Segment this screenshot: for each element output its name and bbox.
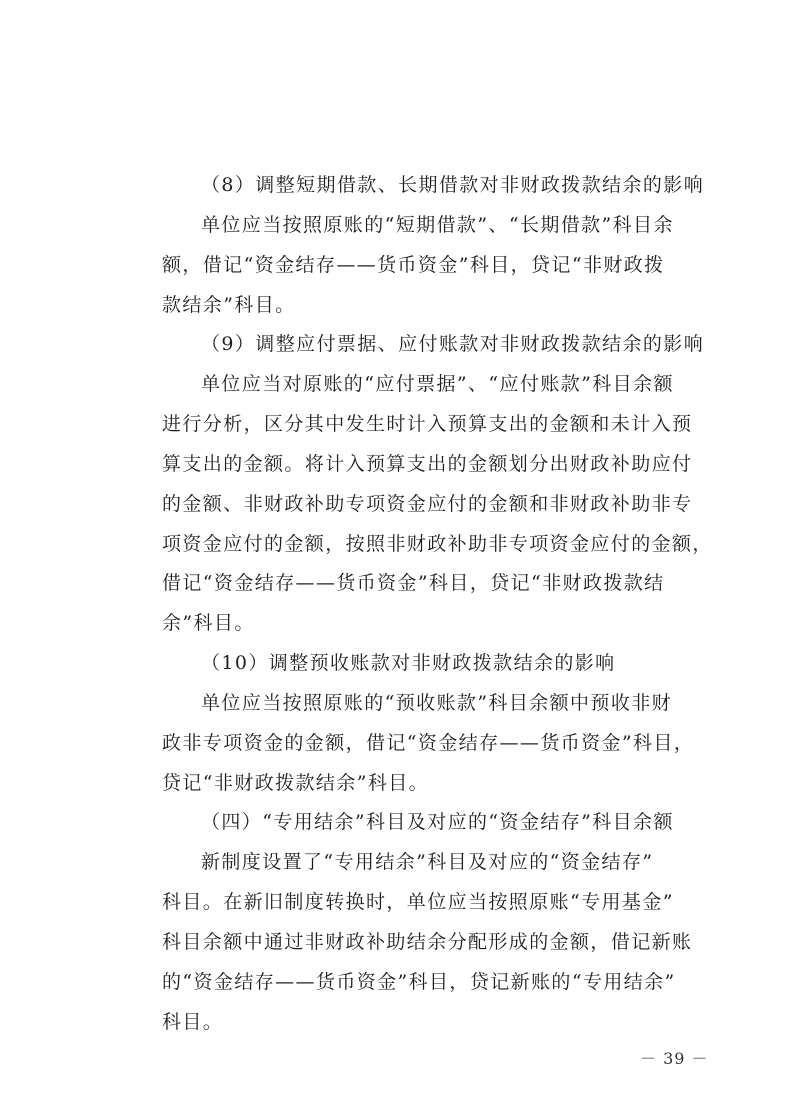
paragraph-line: 进行分析，区分其中发生时计入预算支出的金额和未计入预 [162, 413, 693, 435]
paragraph-line: 单位应当按照原账的“短期借款”、“长期借款”科目余 [201, 214, 674, 236]
paragraph-line: 单位应当按照原账的“预收账款”科目余额中预收非财 [201, 692, 673, 714]
paragraph-line: 科目。 [162, 1011, 224, 1033]
paragraph-line: 贷记“非财政拨款结余”科目。 [162, 772, 430, 794]
paragraph-line: 科目余额中通过非财政补助结余分配形成的金额，借记新账 [162, 931, 693, 953]
heading-item-8: （8）调整短期借款、长期借款对非财政拨款结余的影响 [201, 174, 705, 196]
paragraph-line: 项资金应付的金额，按照非财政补助非专项资金应付的金额， [162, 533, 713, 555]
paragraph-line: 政非专项资金的金额，借记“资金结存——货币资金”科目， [162, 732, 695, 754]
paragraph-line: 款结余”科目。 [162, 294, 296, 316]
paragraph-line: 新制度设置了“专用结余”科目及对应的“资金结存” [201, 851, 654, 873]
heading-item-9: （9）调整应付票据、应付账款对非财政拨款结余的影响 [201, 333, 705, 355]
paragraph-line: 单位应当对原账的“应付票据”、“应付账款”科目余额 [201, 373, 674, 395]
paragraph-line: 的“资金结存——货币资金”科目，贷记新账的“专用结余” [162, 971, 676, 993]
paragraph-line: 余”科目。 [162, 612, 255, 634]
heading-section-4: （四）“专用结余”科目及对应的“资金结存”科目余额 [201, 811, 674, 833]
paragraph-line: 借记“资金结存——货币资金”科目，贷记“非财政拨款结 [162, 572, 665, 594]
paragraph-line: 的金额、非财政补助专项资金应付的金额和非财政补助非专 [162, 493, 693, 515]
page-number: － 39 － [640, 1049, 709, 1068]
paragraph-line: 算支出的金额。将计入预算支出的金额划分出财政补助应付 [162, 453, 693, 475]
paragraph-line: 科目。在新旧制度转换时，单位应当按照原账“专用基金” [162, 891, 674, 913]
paragraph-line: 额，借记“资金结存——货币资金”科目，贷记“非财政拨 [162, 254, 665, 276]
heading-item-10: （10）调整预收账款对非财政拨款结余的影响 [201, 652, 616, 674]
